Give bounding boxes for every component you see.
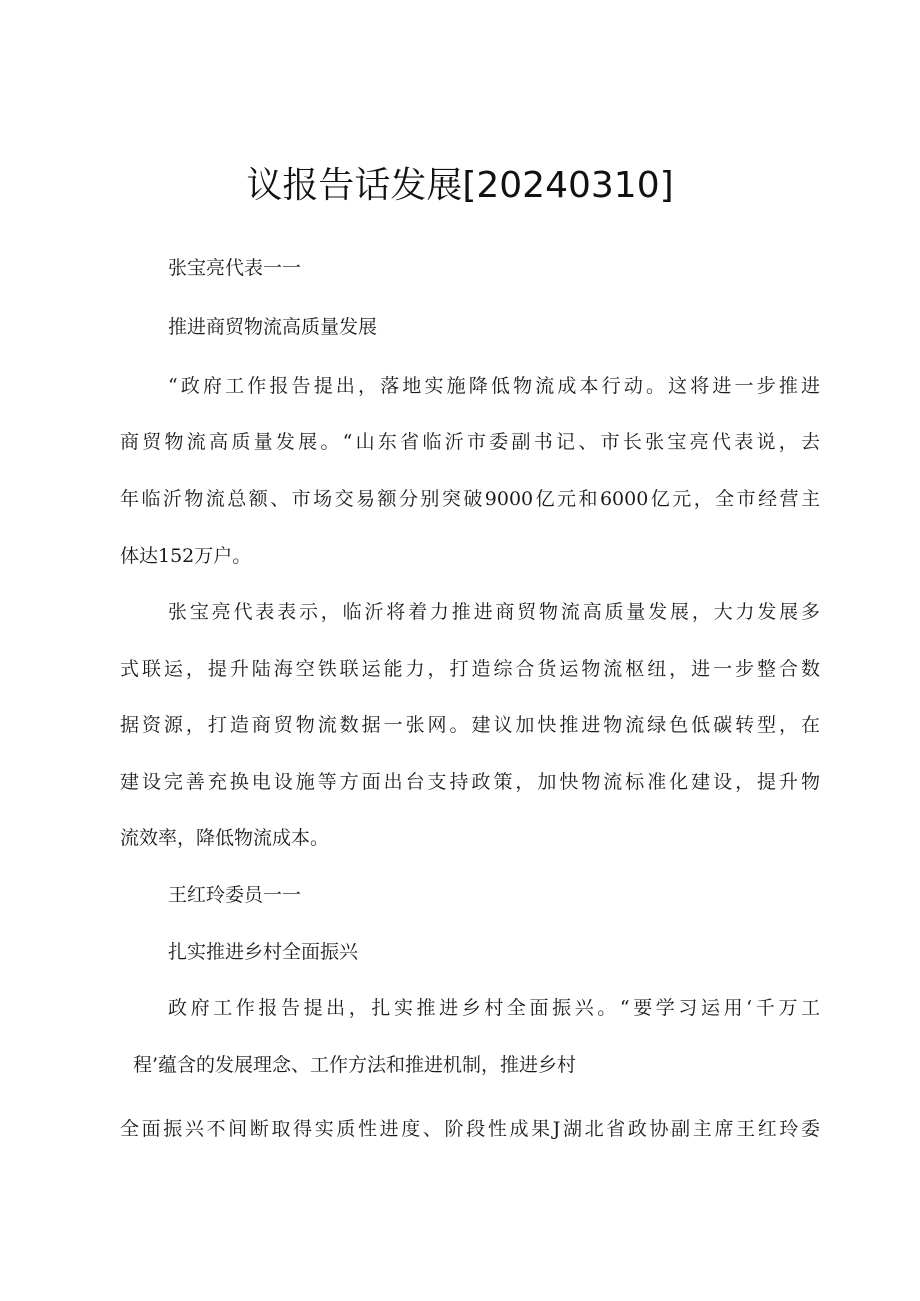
paragraph-line: 程’蕴含的发展理念、工作方法和推进机制，推进乡村 xyxy=(133,1054,577,1076)
paragraph-line: 年临沂物流总额、市场交易额分别突破9000亿元和6000亿元，全市经营主 xyxy=(120,488,820,510)
paragraph-line: 全面振兴不间断取得实质性进度、阶段性成果J湖北省政协副主席王红玲委 xyxy=(120,1118,820,1140)
speaker-heading-wang: 王红玲委员一一 xyxy=(168,884,302,906)
section-heading-logistics: 推进商贸物流高质量发展 xyxy=(168,316,378,338)
paragraph-line: 商贸物流高质量发展。“山东省临沂市委副书记、市长张宝亮代表说，去 xyxy=(120,431,820,453)
paragraph-line: 建设完善充换电设施等方面出台支持政策，加快物流标准化建设，提升物 xyxy=(120,771,820,793)
paragraph-line: “政府工作报告提出，落地实施降低物流成本行动。这将进一步推进 xyxy=(168,375,820,397)
paragraph-line: 式联运，提升陆海空铁联运能力，打造综合货运物流枢纽，进一步整合数 xyxy=(120,658,820,680)
paragraph-line: 体达152万户。 xyxy=(120,545,252,567)
paragraph-line: 政府工作报告提出，扎实推进乡村全面振兴。“要学习运用‘千万工 xyxy=(168,997,820,1019)
paragraph-line: 流效率，降低物流成本。 xyxy=(120,827,330,849)
section-heading-rural: 扎实推进乡村全面振兴 xyxy=(168,941,359,963)
paragraph-line: 张宝亮代表表示，临沂将着力推进商贸物流高质量发展，大力发展多 xyxy=(168,601,820,623)
document-title: 议报告话发展[20240310] xyxy=(246,165,674,206)
paragraph-line: 据资源，打造商贸物流数据一张网。建议加快推进物流绿色低碳转型，在 xyxy=(120,714,820,736)
speaker-heading-zhang: 张宝亮代表一一 xyxy=(168,257,302,279)
